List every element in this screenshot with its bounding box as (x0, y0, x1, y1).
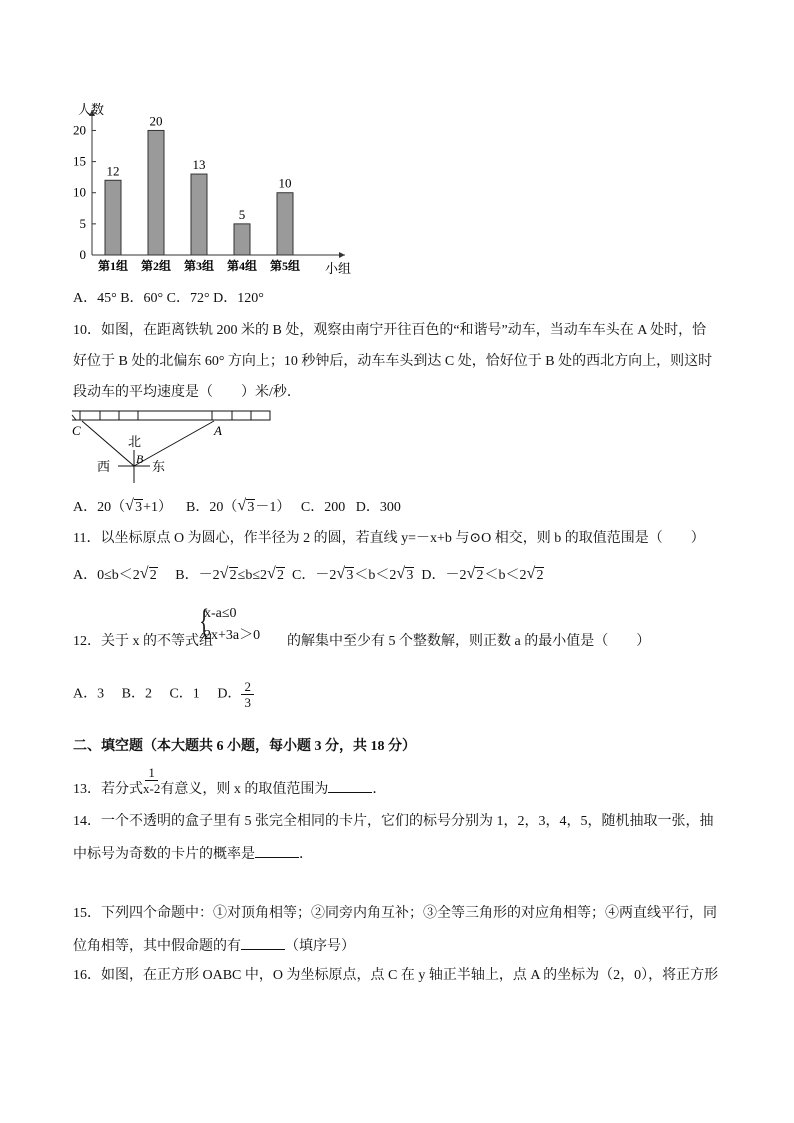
q12-post: 的解集中至少有 5 个整数解，则正数 a 的最小值是（ ） (287, 634, 651, 649)
y-axis-label: 人数 (78, 102, 105, 117)
category-label: 第3组 (183, 259, 215, 273)
category-label: 第2组 (140, 259, 172, 273)
sqrt-3: √ 3 (125, 497, 143, 515)
bar (105, 180, 121, 255)
q16-line1: 16．如图，在正方形 OABC 中，O 为坐标原点，点 C 在 y 轴正半轴上，点 A 的坐标为（2，0），将正方形 (73, 968, 719, 983)
bar-value-label: 5 (238, 206, 246, 222)
bar (277, 193, 293, 255)
category-label: 第1组 (97, 259, 129, 273)
bar (234, 224, 250, 255)
label-north: 北 (128, 434, 142, 449)
q9-options: A．45° B．60° C．72° D．120° (73, 291, 264, 306)
y-tick-label: 15 (73, 153, 86, 169)
y-tick-label: 20 (73, 122, 86, 138)
bar (148, 130, 164, 255)
bar-value-label: 10 (278, 175, 292, 191)
category-label: 第4组 (226, 259, 258, 273)
q14-line1: 14．一个不透明的盒子里有 5 张完全相同的卡片，它们的标号分别为 1，2，3，4，5，随机抽取一张，抽 (73, 814, 714, 829)
q12-pre: 12．关于 x 的不等式组 (73, 634, 213, 649)
x-axis-label: 小组 (325, 261, 352, 276)
inequality-system: { x-a≤0 2x+3a＞0 (199, 603, 261, 643)
y-tick-label: 10 (73, 184, 86, 200)
answer-blank[interactable] (241, 935, 285, 950)
q14-line2: 中标号为奇数的卡片的概率是 ． (73, 843, 313, 865)
label-c: C (72, 423, 81, 438)
q10-options: A．20（ √ 3+1） B．20（ √ 3－1） C．200 D．300 (73, 498, 401, 518)
q15-line1: 15．下列四个命题中：①对顶角相等；②同旁内角互补；③全等三角形的对应角相等；④两直线平行，同 (73, 906, 717, 921)
section-title: 二、填空题（本大题共 6 小题，每小题 3 分，共 18 分） (73, 739, 416, 754)
bar-value-label: 12 (106, 163, 120, 179)
label-west: 西 (97, 459, 111, 474)
fraction-2-3: $\frac{2}{3}$ (241, 679, 254, 710)
label-b: B (136, 452, 144, 466)
bar-value-label: 20 (149, 113, 163, 129)
q15-line2: 位角相等，其中假命题的有 （填序号） (73, 935, 355, 957)
railway-figure (68, 408, 278, 490)
answer-blank[interactable] (328, 778, 372, 793)
sqrt-3: √ 3 (237, 497, 255, 515)
category-label: 第5组 (269, 259, 301, 273)
q10-line1: 10．如图，在距离铁轨 200 米的 B 处，观察由南宁开往百色的“和谐号”动车，当动车车头在 A 处时，恰 (73, 323, 707, 338)
bar-value-label: 13 (192, 157, 206, 173)
bar (191, 174, 207, 255)
y-tick-label: 0 (79, 247, 86, 262)
answer-blank[interactable] (255, 843, 299, 858)
q13: 13．若分式 $\frac{1}{x-2}$ 有意义，则 x 的取值范围为 ． (73, 765, 387, 797)
label-a: A (214, 423, 222, 438)
x-axis-arrow-icon (339, 252, 345, 258)
q12-options: A．3 B．2 C．1 D． $\frac{2}{3}$ (73, 679, 254, 710)
q10-line3: 段动车的平均速度是（ ）米/秒． (73, 385, 301, 400)
q11-options: A．0≤b＜2 √ 2 B．－2 √ 2≤b≤2 √ 2 C．－2 √ 3＜b＜2 √ 3 D．－2 √ 2＜b＜2 √ 2 (73, 565, 544, 583)
q10-line2: 好位于 B 处的北偏东 60° 方向上；10 秒钟后，动车车头到达 C 处，恰好位于 B 处的西北方向上，则这时 (73, 354, 713, 369)
bar-chart (60, 98, 360, 278)
label-east: 东 (152, 459, 166, 474)
y-tick-label: 5 (79, 215, 86, 231)
q11-stem: 11．以坐标原点 O 为圆心，作半径为 2 的圆，若直线 y=－x+b 与⊙O 相交，则 b 的取值范围是（ ） (73, 531, 705, 546)
brace-icon: { (199, 603, 210, 640)
